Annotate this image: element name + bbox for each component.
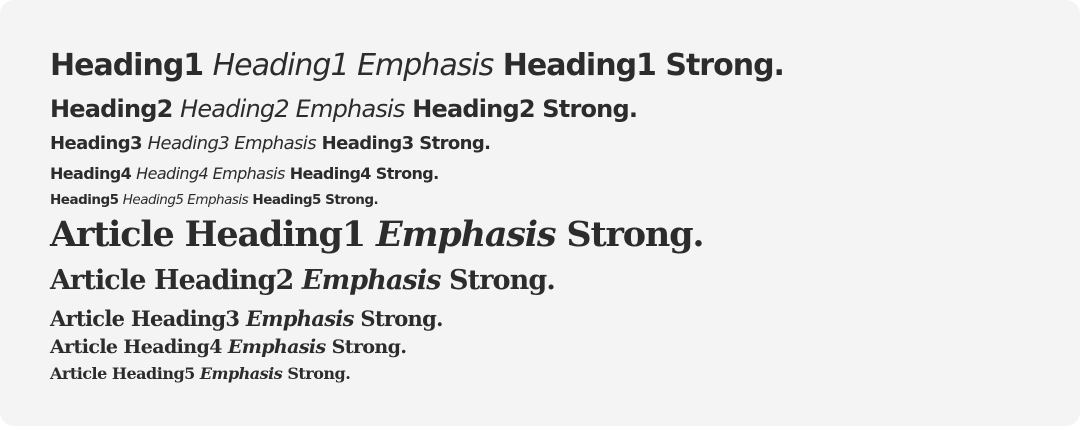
heading1-label: Heading1: [50, 48, 204, 83]
heading3-label: Heading3: [50, 133, 142, 154]
article-heading1-emphasis: Emphasis: [375, 214, 556, 255]
heading4-sample: [50, 164, 439, 183]
heading3-sample: [50, 133, 490, 154]
heading4-label: Heading4: [50, 164, 132, 183]
article-heading1-label: Article Heading1: [50, 214, 365, 255]
article-heading5-emphasis: Emphasis: [199, 364, 283, 383]
heading1-sample: [50, 48, 784, 83]
article-heading2-emphasis: Emphasis: [301, 265, 441, 296]
article-heading1-sample: [50, 214, 703, 255]
article-heading5-label: Article Heading5: [50, 364, 195, 383]
heading4-strong: Heading4 Strong.: [289, 164, 439, 183]
heading1-emphasis: Heading1 Emphasis: [212, 48, 494, 83]
heading4-emphasis: Heading4 Emphasis: [136, 164, 285, 183]
article-heading4-strong: Strong.: [331, 336, 407, 358]
heading5-strong: Heading5 Strong.: [252, 192, 379, 208]
heading5-emphasis: Heading5 Emphasis: [122, 192, 249, 208]
article-heading5-sample: [50, 364, 350, 383]
article-heading4-label: Article Heading4: [50, 336, 222, 358]
article-heading5-strong: Strong.: [287, 364, 351, 383]
heading2-strong: Heading2 Strong.: [412, 95, 638, 123]
article-heading2-sample: [50, 265, 555, 296]
article-heading4-emphasis: Emphasis: [227, 336, 326, 358]
heading3-strong: Heading3 Strong.: [321, 133, 491, 154]
heading2-sample: [50, 95, 637, 123]
article-heading3-emphasis: Emphasis: [245, 306, 354, 331]
heading2-label: Heading2: [50, 95, 173, 123]
heading5-sample: [50, 192, 378, 208]
article-heading1-strong: Strong.: [566, 214, 704, 255]
article-heading2-strong: Strong.: [449, 265, 555, 296]
heading3-emphasis: Heading3 Emphasis: [147, 133, 316, 154]
article-heading3-strong: Strong.: [360, 306, 443, 331]
heading1-strong: Heading1 Strong.: [502, 48, 784, 83]
article-heading2-label: Article Heading2: [50, 265, 294, 296]
article-heading4-sample: [50, 336, 406, 358]
heading2-emphasis: Heading2 Emphasis: [180, 95, 405, 123]
heading5-label: Heading5: [50, 192, 119, 208]
article-heading3-sample: [50, 306, 443, 331]
article-heading3-label: Article Heading3: [50, 306, 240, 331]
